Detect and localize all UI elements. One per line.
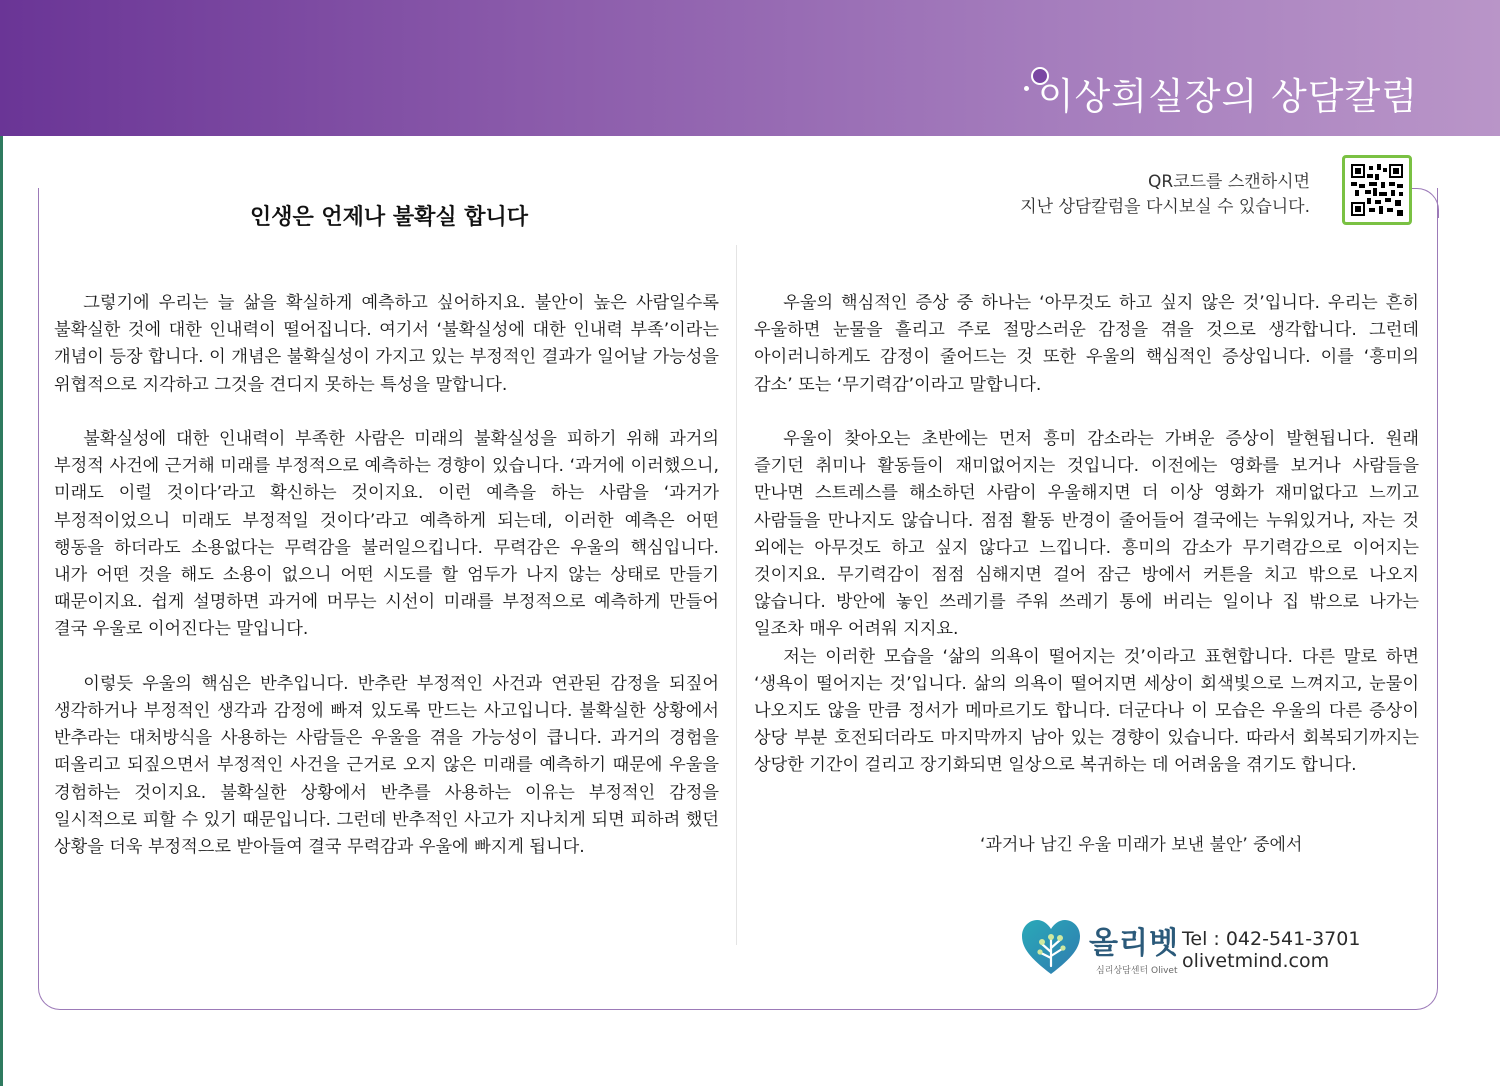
left-edge-stripe: [0, 136, 3, 1086]
source-citation: ‘과거나 남긴 우울 미래가 보낸 불안’ 중에서: [980, 835, 1303, 855]
qr-caption-line2: 지난 상담칼럼을 다시보실 수 있습니다.: [1020, 197, 1310, 217]
paragraph: 이렇듯 우울의 핵심은 반추입니다. 반추란 부정적인 사건과 연관된 감정을 되짚어 생각하거나 부정적인 생각과 감정에 빠져 있도록 만드는 사고입니다. 불확실한 상황에서 반추라는 대처방식을 사용하는 사람들은 우울을 겪을 가능성이 큽니다. 과거의 경험을 떠올리고 되짚으면서 부정적인 사건을 근거로 오지 않은 미래를 예측하기 때문에 우울을 경험하는 것이지요. 불확실한 상황에서 반추를 사용하는 이유는 부정적인 감정을 일시적으로 피할 수 있기 때문입니다. 그런데 반추적인 사고가 지나치게 되면 피하려 했던 상황을 더욱 부정적으로 받아들여 결국 무력감과 우울에 빠지게 됩니다.: [54, 673, 719, 858]
qr-caption-line1: QR코드를 스캔하시면: [1148, 172, 1310, 192]
brand-subtitle: 심리상담센터 Olivet: [1096, 966, 1178, 976]
left-column: [54, 290, 719, 861]
article-title: 인생은 언제나 불확실 합니다: [250, 205, 529, 230]
column-divider: [736, 245, 737, 945]
right-column: [754, 290, 1419, 780]
website-link[interactable]: olivetmind.com: [1182, 950, 1330, 972]
paragraph: 저는 이러한 모습을 ‘삶의 의욕이 떨어지는 것’이라고 표현합니다. 다른 말로 하면 ‘생욕이 떨어지는 것’입니다. 삶의 의욕이 떨어지면 세상이 회색빛으로 느껴지고, 눈물이 나오지도 않을 만큼 정서가 메마르기도 합니다. 더군다나 이 모습은 우울의 다른 증상이 상당 부분 호전되더라도 마지막까지 남아 있는 경향이 있습니다. 따라서 회복되기까지는 상당한 기간이 걸리고 장기화되면 일상으로 복귀하는 데 어려움을 겪기도 합니다.: [754, 646, 1419, 776]
column-title: 이상희실장의 상담칼럼: [1037, 75, 1418, 118]
olivet-heart-logo-icon: [1020, 918, 1082, 976]
paragraph: 우울의 핵심적인 증상 중 하나는 ‘아무것도 하고 싶지 않은 것’입니다. 우리는 흔히 우울하면 눈물을 흘리고 주로 절망스러운 감정을 겪을 것으로 생각합니다. 그런데 아이러니하게도 감정이 줄어드는 것 또한 우울의 핵심적인 증상입니다. 이를 ‘흥미의 감소’ 또는 ‘무기력감’이라고 말합니다.: [754, 293, 1419, 395]
phone-number: Tel : 042-541-3701: [1182, 928, 1361, 950]
paragraph: 불확실성에 대한 인내력이 부족한 사람은 미래의 불확실성을 피하기 위해 과거의 부정적 사건에 근거해 미래를 부정적으로 예측하는 경향이 있습니다. ‘과거에 이러했으니, 미래도 이럴 것이다’라고 확신하는 것이지요. 이런 예측을 하는 사람을 ‘과거가 부정적이었으니 미래도 부정적일 것이다’라고 예측하게 되는데, 이러한 예측은 어떤 행동을 하더라도 소용없다는 무력감을 불러일으킵니다. 무력감은 우울의 핵심입니다. 내가 어떤 것을 해도 소용이 없으니 어떤 시도를 할 엄두가 나지 않는 상태로 만들기 때문이지요. 쉽게 설명하면 과거에 머무는 시선이 미래를 부정적으로 예측하게 만들어 결국 우울로 이어진다는 말입니다.: [54, 429, 719, 640]
paragraph: 우울이 찾아오는 초반에는 먼저 흥미 감소라는 가벼운 증상이 발현됩니다. 원래 즐기던 취미나 활동들이 재미없어지는 것입니다. 이전에는 영화를 보거나 사람들을 만나면 스트레스를 해소하던 사람이 우울해지면 더 이상 영화가 재미없다고 느끼고 사람들을 만나지도 않습니다. 점점 활동 반경이 줄어들어 결국에는 누워있거나, 자는 것 외에는 아무것도 하고 싶지 않다고 느낍니다. 흥미의 감소가 무기력감으로 이어지는 것이지요. 무기력감이 점점 심해지면 걸어 잠근 방에서 커튼을 치고 밖으로 나오지 않습니다. 방안에 놓인 쓰레기를 주워 쓰레기 통에 버리는 일이나 집 밖으로 나가는 일조차 매우 어려워 지지요.: [754, 429, 1419, 640]
header-banner: [0, 0, 1500, 136]
contact-info: [1182, 928, 1360, 972]
paragraph: 그렇기에 우리는 늘 삶을 확실하게 예측하고 싶어하지요. 불안이 높은 사람일수록 불확실한 것에 대한 인내력이 떨어집니다. 여기서 ‘불확실성에 대한 인내력 부족’이라는 개념이 등장 합니다. 이 개념은 불확실성이 가지고 있는 부정적인 결과가 일어날 가능성을 위협적으로 지각하고 그것을 견디지 못하는 특성을 말합니다.: [54, 293, 719, 395]
brand-name: 올리벳: [1089, 926, 1179, 961]
bullet-icon: [1024, 86, 1029, 91]
